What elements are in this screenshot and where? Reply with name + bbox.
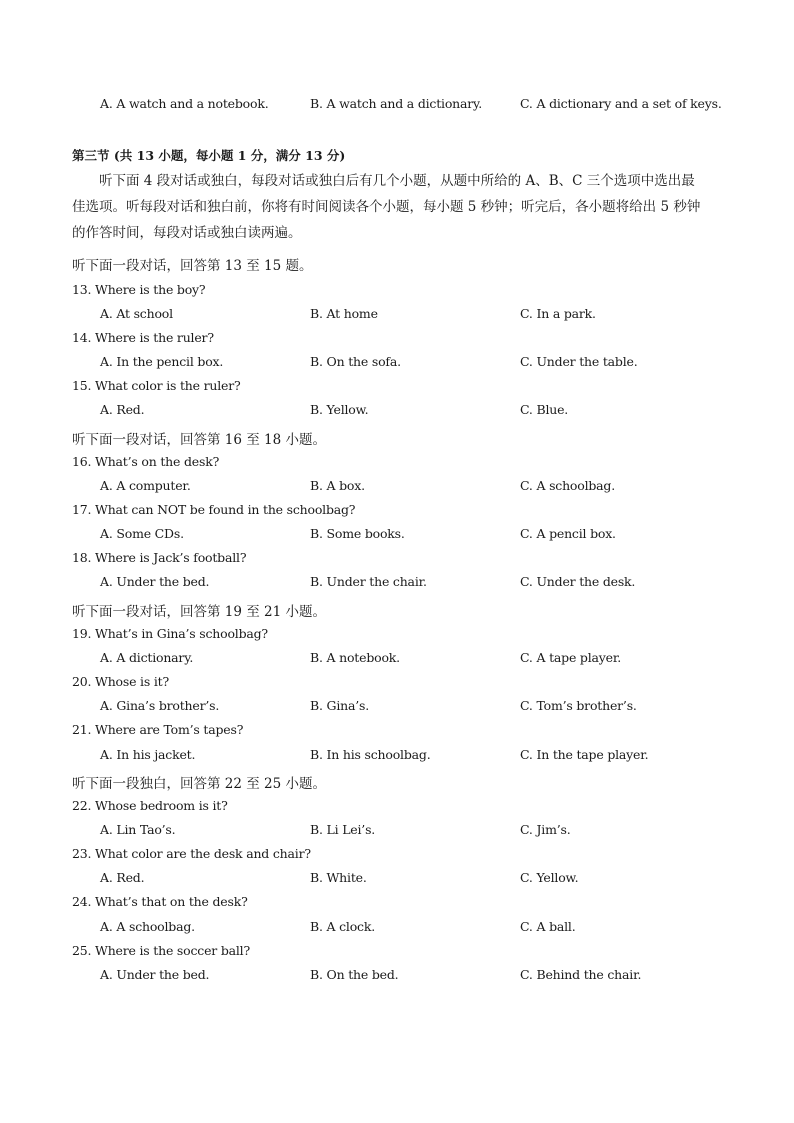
question: 25. Where is the soccer ball? [72, 943, 250, 958]
option-a: A. In his jacket. [100, 747, 196, 762]
option-c: C. Under the desk. [520, 574, 636, 589]
option-b: B. On the bed. [310, 967, 399, 982]
option-a: A. Under the bed. [100, 574, 210, 589]
option-b: B. A box. [310, 478, 365, 493]
question: 17. What can NOT be found in the schoolbag? [72, 502, 356, 517]
option-c: C. Tom’s brother’s. [520, 698, 637, 713]
option-c: C. Yellow. [520, 870, 579, 885]
option-c: C. A schoolbag. [520, 478, 616, 493]
option-a: A. Under the bed. [100, 967, 210, 982]
group-intro: 听下面一段对话，回答第 19 至 21 小题。 [72, 604, 327, 620]
option-c: C. Under the table. [520, 354, 638, 369]
section-title: 第三节 (共 13 小题，每小题 1 分，满分 13 分) [72, 148, 346, 163]
group-intro: 听下面一段对话，回答第 16 至 18 小题。 [72, 432, 327, 448]
question: 22. Whose bedroom is it? [72, 798, 228, 813]
option-c: C. Blue. [520, 402, 569, 417]
option-b: B. Gina’s. [310, 698, 369, 713]
option-a: A. Lin Tao’s. [100, 822, 176, 837]
option-b: B. At home [310, 306, 378, 321]
question: 24. What’s that on the desk? [72, 894, 248, 909]
option-c: C. A ball. [520, 919, 576, 934]
option-a: A. A computer. [100, 478, 191, 493]
group-intro: 听下面一段独白，回答第 22 至 25 小题。 [72, 776, 327, 792]
question: 21. Where are Tom’s tapes? [72, 722, 244, 737]
option-b: B. A notebook. [310, 650, 400, 665]
question: 18. Where is Jack’s football? [72, 550, 247, 565]
option-b: B. In his schoolbag. [310, 747, 431, 762]
instructions-line-1: 听下面 4 段对话或独白，每段对话或独白后有几个小题，从题中所给的 A、B、C 三个选项中选出最 [72, 173, 695, 189]
option-a: A. A schoolbag. [100, 919, 195, 934]
option-c: C. A tape player. [520, 650, 622, 665]
question: 16. What’s on the desk? [72, 454, 220, 469]
option-a: A. Red. [100, 870, 145, 885]
option-a: A. Gina’s brother’s. [100, 698, 220, 713]
option-c: C. A dictionary and a set of keys. [520, 96, 722, 111]
option-c: C. Jim’s. [520, 822, 571, 837]
option-c: C. In the tape player. [520, 747, 649, 762]
question: 15. What color is the ruler? [72, 378, 241, 393]
option-c: C. Behind the chair. [520, 967, 642, 982]
option-a: A. In the pencil box. [100, 354, 224, 369]
question: 23. What color are the desk and chair? [72, 846, 311, 861]
option-a: A. Red. [100, 402, 145, 417]
option-c: C. A pencil box. [520, 526, 616, 541]
question: 19. What’s in Gina’s schoolbag? [72, 626, 268, 641]
option-c: C. In a park. [520, 306, 596, 321]
instructions-line-3: 的作答时间，每段对话或独白读两遍。 [72, 225, 302, 241]
option-b: B. Under the chair. [310, 574, 427, 589]
question: 20. Whose is it? [72, 674, 169, 689]
option-b: B. A watch and a dictionary. [310, 96, 483, 111]
option-a: A. At school [100, 306, 173, 321]
option-a: A. Some CDs. [100, 526, 184, 541]
question: 14. Where is the ruler? [72, 330, 214, 345]
option-a: A. A dictionary. [100, 650, 194, 665]
group-intro: 听下面一段对话，回答第 13 至 15 题。 [72, 258, 313, 274]
option-b: B. On the sofa. [310, 354, 401, 369]
instructions-line-2: 佳选项。听每段对话和独白前，你将有时间阅读各个小题，每小题 5 秒钟；听完后，各小题将给出 5 秒钟 [72, 199, 701, 215]
option-b: B. A clock. [310, 919, 376, 934]
option-b: B. White. [310, 870, 367, 885]
option-b: B. Yellow. [310, 402, 369, 417]
option-b: B. Some books. [310, 526, 405, 541]
option-a: A. A watch and a notebook. [100, 96, 269, 111]
option-b: B. Li Lei’s. [310, 822, 376, 837]
question: 13. Where is the boy? [72, 282, 206, 297]
